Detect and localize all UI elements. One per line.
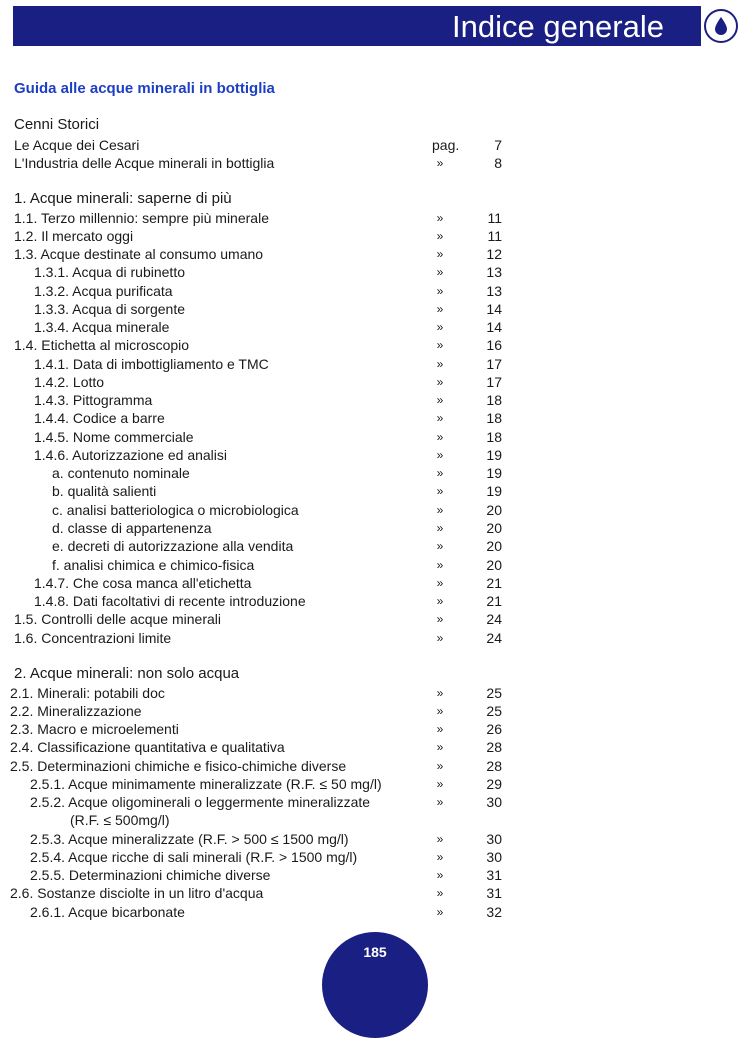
toc-entry[interactable] [0, 629, 750, 647]
toc-entry-title: 2.5.5. Determinazioni chimiche diverse [30, 867, 271, 883]
toc-entry-page: 19 [486, 483, 502, 499]
toc-entry-title: 1.4.8. Dati facoltativi di recente introduzione [34, 593, 306, 609]
toc-entry-title: a. contenuto nominale [52, 465, 190, 481]
toc-entry-page: 29 [486, 776, 502, 792]
toc-entry-title: 1. Acque minerali: saperne di più [14, 190, 232, 207]
toc-entry-title: 1.4.2. Lotto [34, 374, 105, 390]
toc-entry-title: 1.3.3. Acqua di sorgente [34, 301, 185, 317]
toc-entry[interactable] [0, 391, 750, 409]
toc-entry-title: 2.5.3. Acque mineralizzate (R.F. > 500 ≤ 1500 mg/l) [30, 831, 349, 847]
toc-entry-page: 28 [486, 758, 502, 774]
toc-entry-page: 14 [486, 319, 502, 335]
toc-entry-marker: » [436, 357, 444, 371]
toc-entry-marker: » [436, 393, 444, 407]
toc-entry[interactable] [0, 482, 750, 500]
toc-entry-page: 32 [486, 904, 502, 920]
toc-entry-marker: » [436, 265, 444, 279]
guide-subtitle: Guida alle acque minerali in bottiglia [14, 80, 275, 97]
toc-entry-title: 1.5. Controlli delle acque minerali [14, 611, 221, 627]
toc-entry-title: 1.4.6. Autorizzazione ed analisi [34, 447, 228, 463]
toc-entry-title: 1.3.2. Acqua purificata [34, 283, 173, 299]
toc-entry[interactable] [0, 537, 750, 555]
toc-entry[interactable] [0, 464, 750, 482]
toc-entry-marker: » [436, 375, 444, 389]
toc-entry-marker: » [436, 777, 444, 791]
toc-entry-marker: » [436, 850, 444, 864]
toc-entry[interactable] [0, 355, 750, 373]
toc-entry[interactable] [0, 428, 750, 446]
toc-entry-page: 19 [486, 447, 502, 463]
toc-entry-marker: » [436, 466, 444, 480]
toc-entry[interactable] [0, 245, 750, 263]
toc-entry-marker: » [436, 503, 444, 517]
toc-entry[interactable] [0, 684, 750, 702]
toc-entry[interactable] [0, 574, 750, 592]
toc-entry-title: 2.2. Mineralizzazione [10, 703, 142, 719]
toc-entry-marker: » [436, 448, 444, 462]
toc-entry[interactable] [0, 227, 750, 245]
toc-entry-title: b. qualità salienti [52, 483, 157, 499]
toc-entry-title: f. analisi chimica e chimico-fisica [52, 557, 255, 573]
toc-entry-page: 20 [486, 538, 502, 554]
toc-entry[interactable] [0, 209, 750, 227]
toc-entry-title: c. analisi batteriologica o microbiologica [52, 502, 299, 518]
toc-entry-page: 24 [486, 630, 502, 646]
toc-entry-title: 2.3. Macro e microelementi [10, 721, 179, 737]
toc-entry-title: 2.6.1. Acque bicarbonate [30, 904, 185, 920]
toc-entry-page: 16 [486, 337, 502, 353]
toc-entry-title: 1.3.4. Acqua minerale [34, 319, 170, 335]
toc-entry-marker: » [436, 229, 444, 243]
toc-entry[interactable] [0, 318, 750, 336]
toc-entry-marker: » [436, 302, 444, 316]
toc-entry-page: 18 [486, 429, 502, 445]
toc-entry-page: 18 [486, 410, 502, 426]
toc-heading[interactable] [0, 116, 750, 134]
toc-entry-marker: » [436, 320, 444, 334]
toc-entry[interactable] [0, 830, 750, 848]
toc-entry-title: 2.5.2. Acque oligominerali o leggermente mineralizzate [30, 794, 371, 810]
toc-entry[interactable] [0, 136, 750, 154]
toc-entry[interactable] [0, 793, 750, 811]
toc-entry-marker: » [436, 156, 444, 170]
toc-entry-marker: » [436, 686, 444, 700]
toc-entry-marker: » [436, 868, 444, 882]
toc-entry-page: 31 [486, 885, 502, 901]
toc-entry-marker: » [436, 558, 444, 572]
toc-entry-title: 1.4.1. Data di imbottigliamento e TMC [34, 356, 269, 372]
toc-entry-marker: » [436, 338, 444, 352]
toc-entry-page: 11 [487, 210, 502, 226]
toc-entry-page: 13 [486, 283, 502, 299]
toc-entry-marker: » [436, 740, 444, 754]
toc-entry-marker: pag. [432, 137, 460, 153]
toc-entry[interactable] [0, 501, 750, 519]
toc-entry-page: 30 [486, 849, 502, 865]
toc-entry-page: 21 [486, 593, 502, 609]
toc-entry-title: Cenni Storici [14, 116, 100, 133]
toc-entry-title: 1.3. Acque destinate al consumo umano [14, 246, 264, 262]
toc-entry-page: 13 [486, 264, 502, 280]
toc-entry-marker: » [436, 284, 444, 298]
toc-entry-page: 31 [486, 867, 502, 883]
toc-entry[interactable] [0, 519, 750, 537]
toc-entry-page: 30 [486, 794, 502, 810]
toc-entry[interactable] [0, 738, 750, 756]
toc-entry-page: 25 [486, 703, 502, 719]
toc-entry[interactable] [0, 884, 750, 902]
toc-entry-title: 1.6. Concentrazioni limite [14, 630, 172, 646]
toc-entry-page: 19 [486, 465, 502, 481]
toc-entry-marker: » [436, 832, 444, 846]
toc-entry-title: 2.5.1. Acque minimamente mineralizzate (R.F. ≤ 50 mg/l) [30, 776, 382, 792]
toc-entry-page: 28 [486, 739, 502, 755]
toc-entry-marker: » [436, 430, 444, 444]
toc-entry-title: 2.6. Sostanze disciolte in un litro d'acqua [10, 885, 264, 901]
toc-entry-marker: » [436, 612, 444, 626]
toc-entry[interactable] [0, 154, 750, 172]
toc-entry[interactable] [0, 903, 750, 921]
toc-entry-page: 21 [486, 575, 502, 591]
toc-entry-page: 26 [486, 721, 502, 737]
toc-entry[interactable] [0, 556, 750, 574]
toc-heading[interactable] [0, 190, 750, 208]
toc-entry-page: 12 [486, 246, 502, 262]
toc-entry[interactable] [0, 848, 750, 866]
toc-entry-marker: » [436, 704, 444, 718]
toc-entry-page: 30 [486, 831, 502, 847]
toc-entry-marker: » [436, 795, 444, 809]
toc-entry-marker: » [436, 539, 444, 553]
toc-heading[interactable] [0, 665, 750, 683]
toc-entry-title: 1.4. Etichetta al microscopio [14, 337, 190, 353]
toc-entry-marker: » [436, 886, 444, 900]
toc-entry-marker: » [436, 905, 444, 919]
toc-entry-title: d. classe di appartenenza [52, 520, 212, 536]
toc-entry[interactable] [0, 373, 750, 391]
toc-entry[interactable] [0, 866, 750, 884]
toc-entry-title: 2.1. Minerali: potabili doc [10, 685, 165, 701]
toc-entry-title: 1.3.1. Acqua di rubinetto [34, 264, 185, 280]
toc-entry[interactable] [0, 336, 750, 354]
toc-entry-title: 1.1. Terzo millennio: sempre più minerale [14, 210, 269, 226]
toc-entry[interactable] [0, 702, 750, 720]
toc-entry-title: 1.4.5. Nome commerciale [34, 429, 194, 445]
toc-entry[interactable] [0, 263, 750, 281]
toc-entry[interactable] [0, 446, 750, 464]
toc-entry-page: 7 [494, 137, 502, 153]
toc-entry[interactable] [0, 757, 750, 775]
toc-entry-page: 24 [486, 611, 502, 627]
toc-entry-title: e. decreti di autorizzazione alla vendita [52, 538, 294, 554]
toc-entry-marker: » [436, 759, 444, 773]
toc-entry-title: 2. Acque minerali: non solo acqua [14, 665, 240, 682]
toc-entry-marker: » [436, 211, 444, 225]
toc-entry-page: 17 [486, 374, 502, 390]
page-number: 185 [363, 944, 387, 960]
toc-entry[interactable] [0, 610, 750, 628]
toc-entry-marker: » [436, 576, 444, 590]
toc-entry-title: 1.2. Il mercato oggi [14, 228, 134, 244]
toc-entry-marker: » [436, 484, 444, 498]
toc-entry-page: 25 [486, 685, 502, 701]
toc-entry-page: 8 [494, 155, 502, 171]
toc-entry[interactable] [0, 775, 750, 793]
toc-entry-marker: » [436, 594, 444, 608]
toc-entry-marker: » [436, 631, 444, 645]
toc-entry-title: 2.5.4. Acque ricche di sali minerali (R.F. > 1500 mg/l) [30, 849, 358, 865]
toc-entry-title: 1.4.4. Codice a barre [34, 410, 165, 426]
toc-entry-marker: » [436, 722, 444, 736]
toc-entry[interactable] [0, 720, 750, 738]
toc-entry-title: (R.F. ≤ 500mg/l) [70, 812, 170, 828]
toc-entry-title: 2.5. Determinazioni chimiche e fisico-chimiche diverse [10, 758, 347, 774]
toc-entry[interactable] [0, 409, 750, 427]
toc-entry-page: 20 [486, 557, 502, 573]
toc-entry-continuation [0, 811, 750, 829]
toc-entry-page: 11 [487, 228, 502, 244]
toc-entry[interactable] [0, 300, 750, 318]
water-drop-icon [704, 9, 738, 43]
toc-entry-page: 20 [486, 502, 502, 518]
toc-entry-title: L'Industria delle Acque minerali in bottiglia [14, 155, 275, 171]
toc-entry-title: 2.4. Classificazione quantitativa e qualitativa [10, 739, 285, 755]
toc-entry[interactable] [0, 592, 750, 610]
toc-entry[interactable] [0, 282, 750, 300]
toc-entry-page: 17 [486, 356, 502, 372]
page-title: Indice generale [452, 9, 664, 44]
toc-entry-title: 1.4.7. Che cosa manca all'etichetta [34, 575, 252, 591]
toc-entry-marker: » [436, 521, 444, 535]
toc-entry-page: 14 [486, 301, 502, 317]
toc-entry-title: 1.4.3. Pittogramma [34, 392, 153, 408]
toc-entry-marker: » [436, 411, 444, 425]
toc-entry-page: 18 [486, 392, 502, 408]
water-drop-shape [713, 16, 729, 36]
toc-entry-title: Le Acque dei Cesari [14, 137, 140, 153]
toc-entry-page: 20 [486, 520, 502, 536]
toc-entry-marker: » [436, 247, 444, 261]
